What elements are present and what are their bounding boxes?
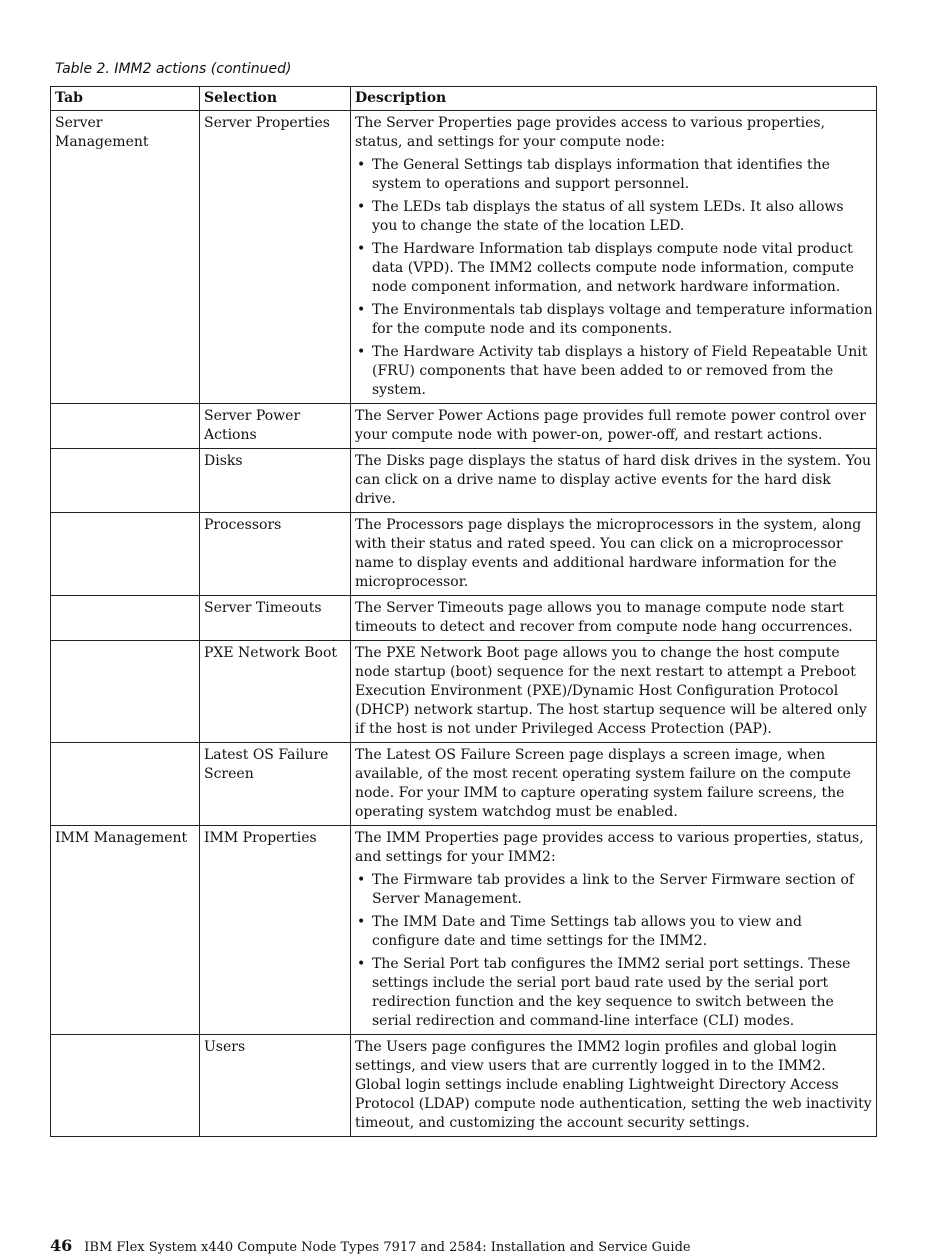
header-tab: Tab — [51, 87, 200, 111]
tab-cell-empty — [51, 513, 200, 596]
table-row — [51, 596, 877, 641]
description-cell: The Server Power Actions page provides full remote power control over your compute node with power-on, power-off, and restart actions. — [351, 404, 877, 449]
description-list — [355, 871, 873, 1031]
tab-cell-empty — [51, 743, 200, 826]
table-row — [51, 513, 877, 596]
selection-cell: Disks — [200, 449, 351, 513]
imm2-actions-table — [50, 86, 877, 1137]
table-row — [51, 743, 877, 826]
selection-cell: Server Properties — [200, 111, 351, 404]
description-list — [355, 156, 873, 400]
selection-cell: Processors — [200, 513, 351, 596]
table-row — [51, 404, 877, 449]
selection-cell: Server Timeouts — [200, 596, 351, 641]
list-item: • The General Settings tab displays information that identifies the system to operations and support personnel. — [355, 156, 873, 194]
table-row — [51, 641, 877, 743]
description-cell — [351, 826, 877, 1035]
list-item: • The Serial Port tab configures the IMM2 serial port settings. These settings include the serial port baud rate used by the serial port redirection function and the key sequence to switch between the serial redirection and command-line interface (CLI) modes. — [355, 955, 873, 1031]
list-item: • The Environmentals tab displays voltage and temperature information for the compute node and its components. — [355, 301, 873, 339]
list-item: • The Hardware Activity tab displays a history of Field Repeatable Unit (FRU) components that have been added to or removed from the system. — [355, 343, 873, 400]
tab-cell-empty — [51, 641, 200, 743]
selection-cell: Users — [200, 1035, 351, 1137]
document-title: IBM Flex System x440 Compute Node Types 7917 and 2584: Installation and Service Guide — [84, 1240, 691, 1255]
selection-cell: Latest OS Failure Screen — [200, 743, 351, 826]
description-text: The Server Properties page provides access to various properties, status, and settings for your compute node: — [355, 115, 826, 150]
table-row — [51, 1035, 877, 1137]
list-item: • The IMM Date and Time Settings tab allows you to view and configure date and time settings for the IMM2. — [355, 913, 873, 951]
description-cell: The PXE Network Boot page allows you to change the host compute node startup (boot) sequence for the next restart to attempt a Preboot Execution Environment (PXE)/Dynamic Host Configuration Protocol (DHCP) network startup. The host startup sequence will be altered only if the host is not under Privileged Access Protection (PAP). — [351, 641, 877, 743]
tab-cell: Server Management — [51, 111, 200, 404]
description-cell — [351, 111, 877, 404]
list-item: • The LEDs tab displays the status of all system LEDs. It also allows you to change the state of the location LED. — [355, 198, 873, 236]
list-item: • The Hardware Information tab displays compute node vital product data (VPD). The IMM2 collects compute node information, compute node component information, and network hardware information. — [355, 240, 873, 297]
description-cell: The Processors page displays the microprocessors in the system, along with their status and rated speed. You can click on a microprocessor name to display events and additional hardware information for the microprocessor. — [351, 513, 877, 596]
table-header-row — [51, 87, 877, 111]
page-footer — [50, 1236, 691, 1255]
selection-cell: Server Power Actions — [200, 404, 351, 449]
description-cell: The Disks page displays the status of hard disk drives in the system. You can click on a drive name to display active events for the hard disk drive. — [351, 449, 877, 513]
list-item: • The Firmware tab provides a link to the Server Firmware section of Server Management. — [355, 871, 873, 909]
table-caption: Table 2. IMM2 actions (continued) — [55, 61, 292, 77]
tab-cell-empty — [51, 449, 200, 513]
selection-cell: PXE Network Boot — [200, 641, 351, 743]
table-row — [51, 449, 877, 513]
description-text: The IMM Properties page provides access to various properties, status, and settings for your IMM2: — [355, 830, 864, 865]
selection-cell: IMM Properties — [200, 826, 351, 1035]
table-row — [51, 111, 877, 404]
description-cell: The Server Timeouts page allows you to manage compute node start timeouts to detect and recover from compute node hang occurrences. — [351, 596, 877, 641]
header-selection: Selection — [200, 87, 351, 111]
page-number: 46 — [50, 1236, 73, 1255]
table-row — [51, 826, 877, 1035]
tab-cell-empty — [51, 404, 200, 449]
header-description: Description — [351, 87, 877, 111]
tab-cell: IMM Management — [51, 826, 200, 1035]
description-cell: The Users page configures the IMM2 login profiles and global login settings, and view users that are currently logged in to the IMM2. Global login settings include enabling Lightweight Directory Access Protocol (LDAP) compute node authentication, setting the web inactivity timeout, and customizing the account security settings. — [351, 1035, 877, 1137]
tab-cell-empty — [51, 1035, 200, 1137]
tab-cell-empty — [51, 596, 200, 641]
description-cell: The Latest OS Failure Screen page displays a screen image, when available, of the most recent operating system failure on the compute node. For your IMM to capture operating system failure screens, the operating system watchdog must be enabled. — [351, 743, 877, 826]
